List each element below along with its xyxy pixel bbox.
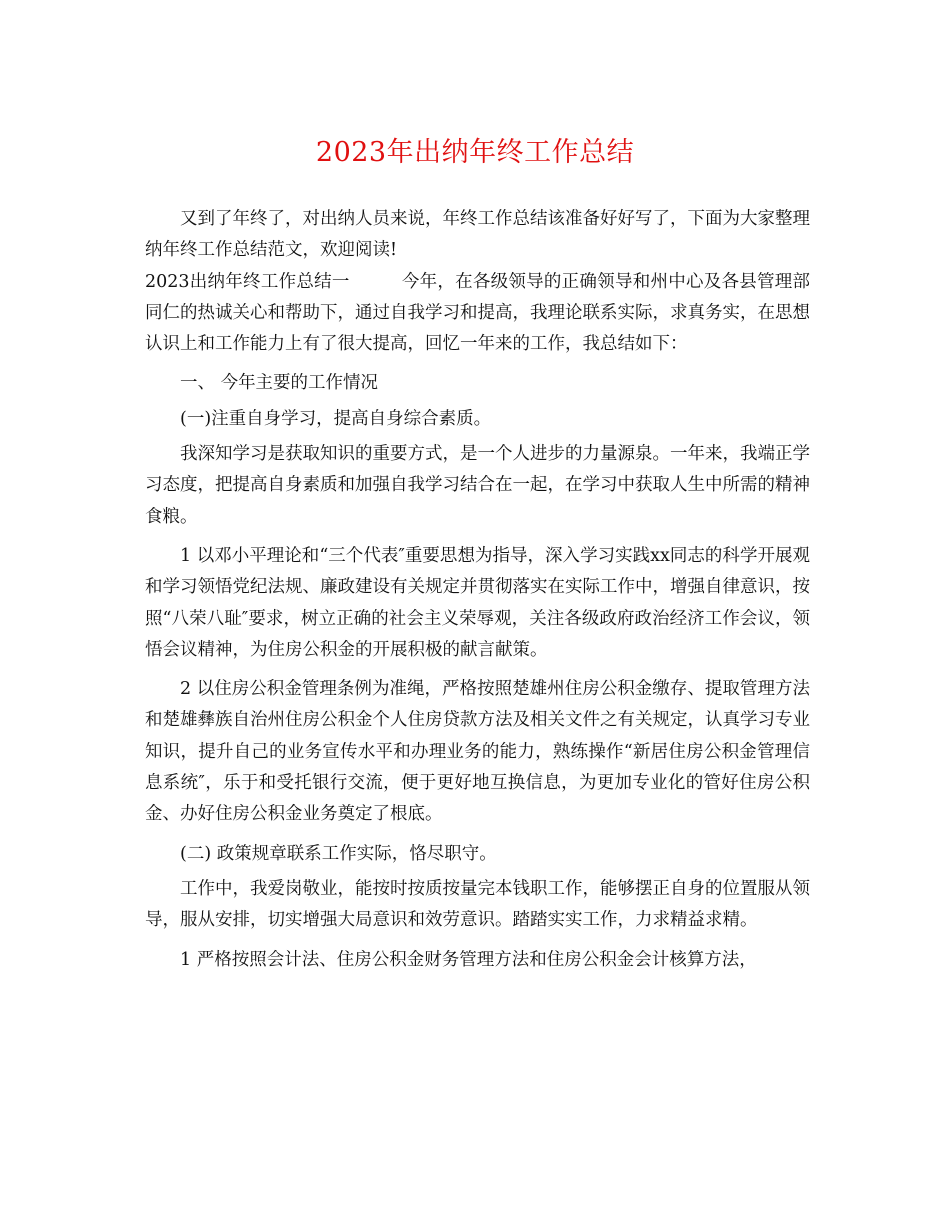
document-title: 2023年出纳年终工作总结 bbox=[315, 137, 635, 168]
section-heading-1: 一、 今年主要的工作情况 bbox=[180, 373, 379, 394]
list-item-1: 1 以邓小平理论和“三个代表″重要思想为指导，深入学习实践xx同志的科学开展观和学习领悟党纪法规、廉政建设有关规定并贯彻落实在实际工作中，增强自律意识，按照“八荣八耻″要求，树立正确的社会主义荣辱观，关注各级政府政治经济工作会议，领悟会议精神，为住房公积金的开展积极的献言献策。 bbox=[145, 545, 810, 660]
subheading-1: (一)注重自身学习，提高自身综合素质。 bbox=[180, 408, 492, 429]
paragraph-2: 工作中，我爱岗敬业，能按时按质按量完本钱职工作，能够摆正自身的位置服从领导，服从安排，切实增强大局意识和效劳意识。踏踏实实工作，力求精益求精。 bbox=[145, 878, 810, 931]
article-opening-text: 今年，在各级领导的正确领导和州中心及各县管理部同仁的热诚关心和帮助下，通过自我学习和提高，我理论联系实际，求真务实，在思想认识上和工作能力上有了很大提高，回忆一年来的工作，我总结如下： bbox=[145, 271, 810, 355]
document-body bbox=[145, 204, 810, 976]
article-label: 2023出纳年终工作总结一 bbox=[145, 271, 350, 292]
paragraph-1: 我深知学习是获取知识的重要方式，是一个人进步的力量源泉。一年来，我端正学习态度，把提高自身素质和加强自我学习结合在一起，在学习中获取人生中所需的精神食粮。 bbox=[145, 444, 810, 527]
list-item-2: 2 以住房公积金管理条例为准绳，严格按照楚雄州住房公积金缴存、提取管理方法和楚雄彝族自治州住房公积金个人住房贷款方法及相关文件之有关规定，认真学习专业知识，提升自己的业务宣传水平和办理业务的能力，熟练操作“新居住房公积金管理信息系统″，乐于和受托银行交流，便于更好地互换信息，为更加专业化的管好住房公积金、办好住房公积金业务奠定了根底。 bbox=[145, 679, 810, 825]
article-opening-paragraph bbox=[145, 267, 810, 361]
intro-paragraph: 又到了年终了，对出纳人员来说，年终工作总结该准备好好写了，下面为大家整理纳年终工作总结范文，欢迎阅读! bbox=[145, 209, 810, 261]
list-item-3: 1 严格按照会计法、住房公积金财务管理方法和住房公积金会计核算方法， bbox=[180, 949, 757, 970]
subheading-2: (二) 政策规章联系工作实际，恪尽职守。 bbox=[180, 843, 497, 864]
